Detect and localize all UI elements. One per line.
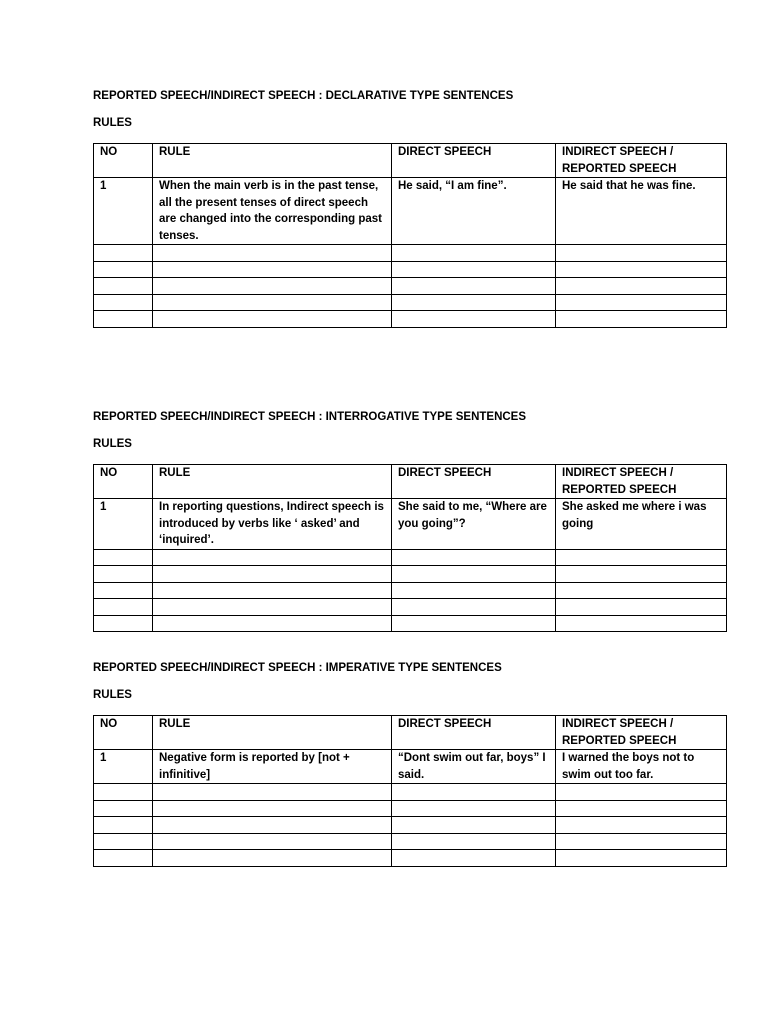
cell-no: 1 [94,499,153,550]
header-rule: RULE [153,465,392,499]
rules-label: RULES [93,689,132,701]
cell-direct-speech: She said to me, “Where are you going”? [392,499,556,550]
header-indirect-speech: INDIRECT SPEECH / REPORTED SPEECH [556,716,727,750]
empty-row [94,800,727,817]
header-rule: RULE [153,144,392,178]
rules-label: RULES [93,117,132,129]
header-direct-speech: DIRECT SPEECH [392,465,556,499]
header-indirect-speech: INDIRECT SPEECH / REPORTED SPEECH [556,144,727,178]
cell-direct-speech: He said, “I am fine”. [392,178,556,245]
rules-label: RULES [93,438,132,450]
section-interrogative [93,410,707,546]
section-declarative [93,89,696,242]
table-row [94,499,727,550]
section-title: REPORTED SPEECH/INDIRECT SPEECH : INTERROGATIVE TYPE SENTENCES [93,411,527,423]
cell-indirect-speech: I warned the boys not to swim out too far. [556,750,727,784]
header-indirect-speech: INDIRECT SPEECH / REPORTED SPEECH [556,465,727,499]
cell-indirect-speech: She asked me where i was going [556,499,727,550]
empty-row [94,278,727,295]
header-no: NO [94,716,153,750]
header-rule: RULE [153,716,392,750]
table-row [94,178,727,245]
rules-table [93,143,727,328]
rules-table [93,464,727,632]
table-row [94,750,727,784]
empty-row [94,817,727,834]
header-direct-speech: DIRECT SPEECH [392,716,556,750]
table-header-row [94,144,727,178]
empty-row [94,784,727,801]
empty-row [94,582,727,599]
cell-no: 1 [94,750,153,784]
cell-no: 1 [94,178,153,245]
empty-row [94,245,727,262]
rules-table [93,715,727,867]
cell-rule: Negative form is reported by [not + infinitive] [153,750,392,784]
empty-row [94,833,727,850]
cell-indirect-speech: He said that he was fine. [556,178,727,245]
header-no: NO [94,144,153,178]
cell-rule: When the main verb is in the past tense, all the present tenses of direct speech are changed into the corresponding past tenses. [153,178,392,245]
empty-row [94,261,727,278]
cell-direct-speech: “Dont swim out far, boys” I said. [392,750,556,784]
cell-rule: In reporting questions, Indirect speech is introduced by verbs like ‘ asked’ and ‘inquired’. [153,499,392,550]
section-imperative [93,661,695,781]
empty-row [94,599,727,616]
empty-row [94,850,727,867]
empty-row [94,311,727,328]
header-direct-speech: DIRECT SPEECH [392,144,556,178]
empty-row [94,294,727,311]
table-header-row [94,465,727,499]
section-title: REPORTED SPEECH/INDIRECT SPEECH : DECLARATIVE TYPE SENTENCES [93,90,514,102]
empty-row [94,549,727,566]
empty-row [94,566,727,583]
section-title: REPORTED SPEECH/INDIRECT SPEECH : IMPERATIVE TYPE SENTENCES [93,662,502,674]
empty-row [94,615,727,632]
header-no: NO [94,465,153,499]
table-header-row [94,716,727,750]
